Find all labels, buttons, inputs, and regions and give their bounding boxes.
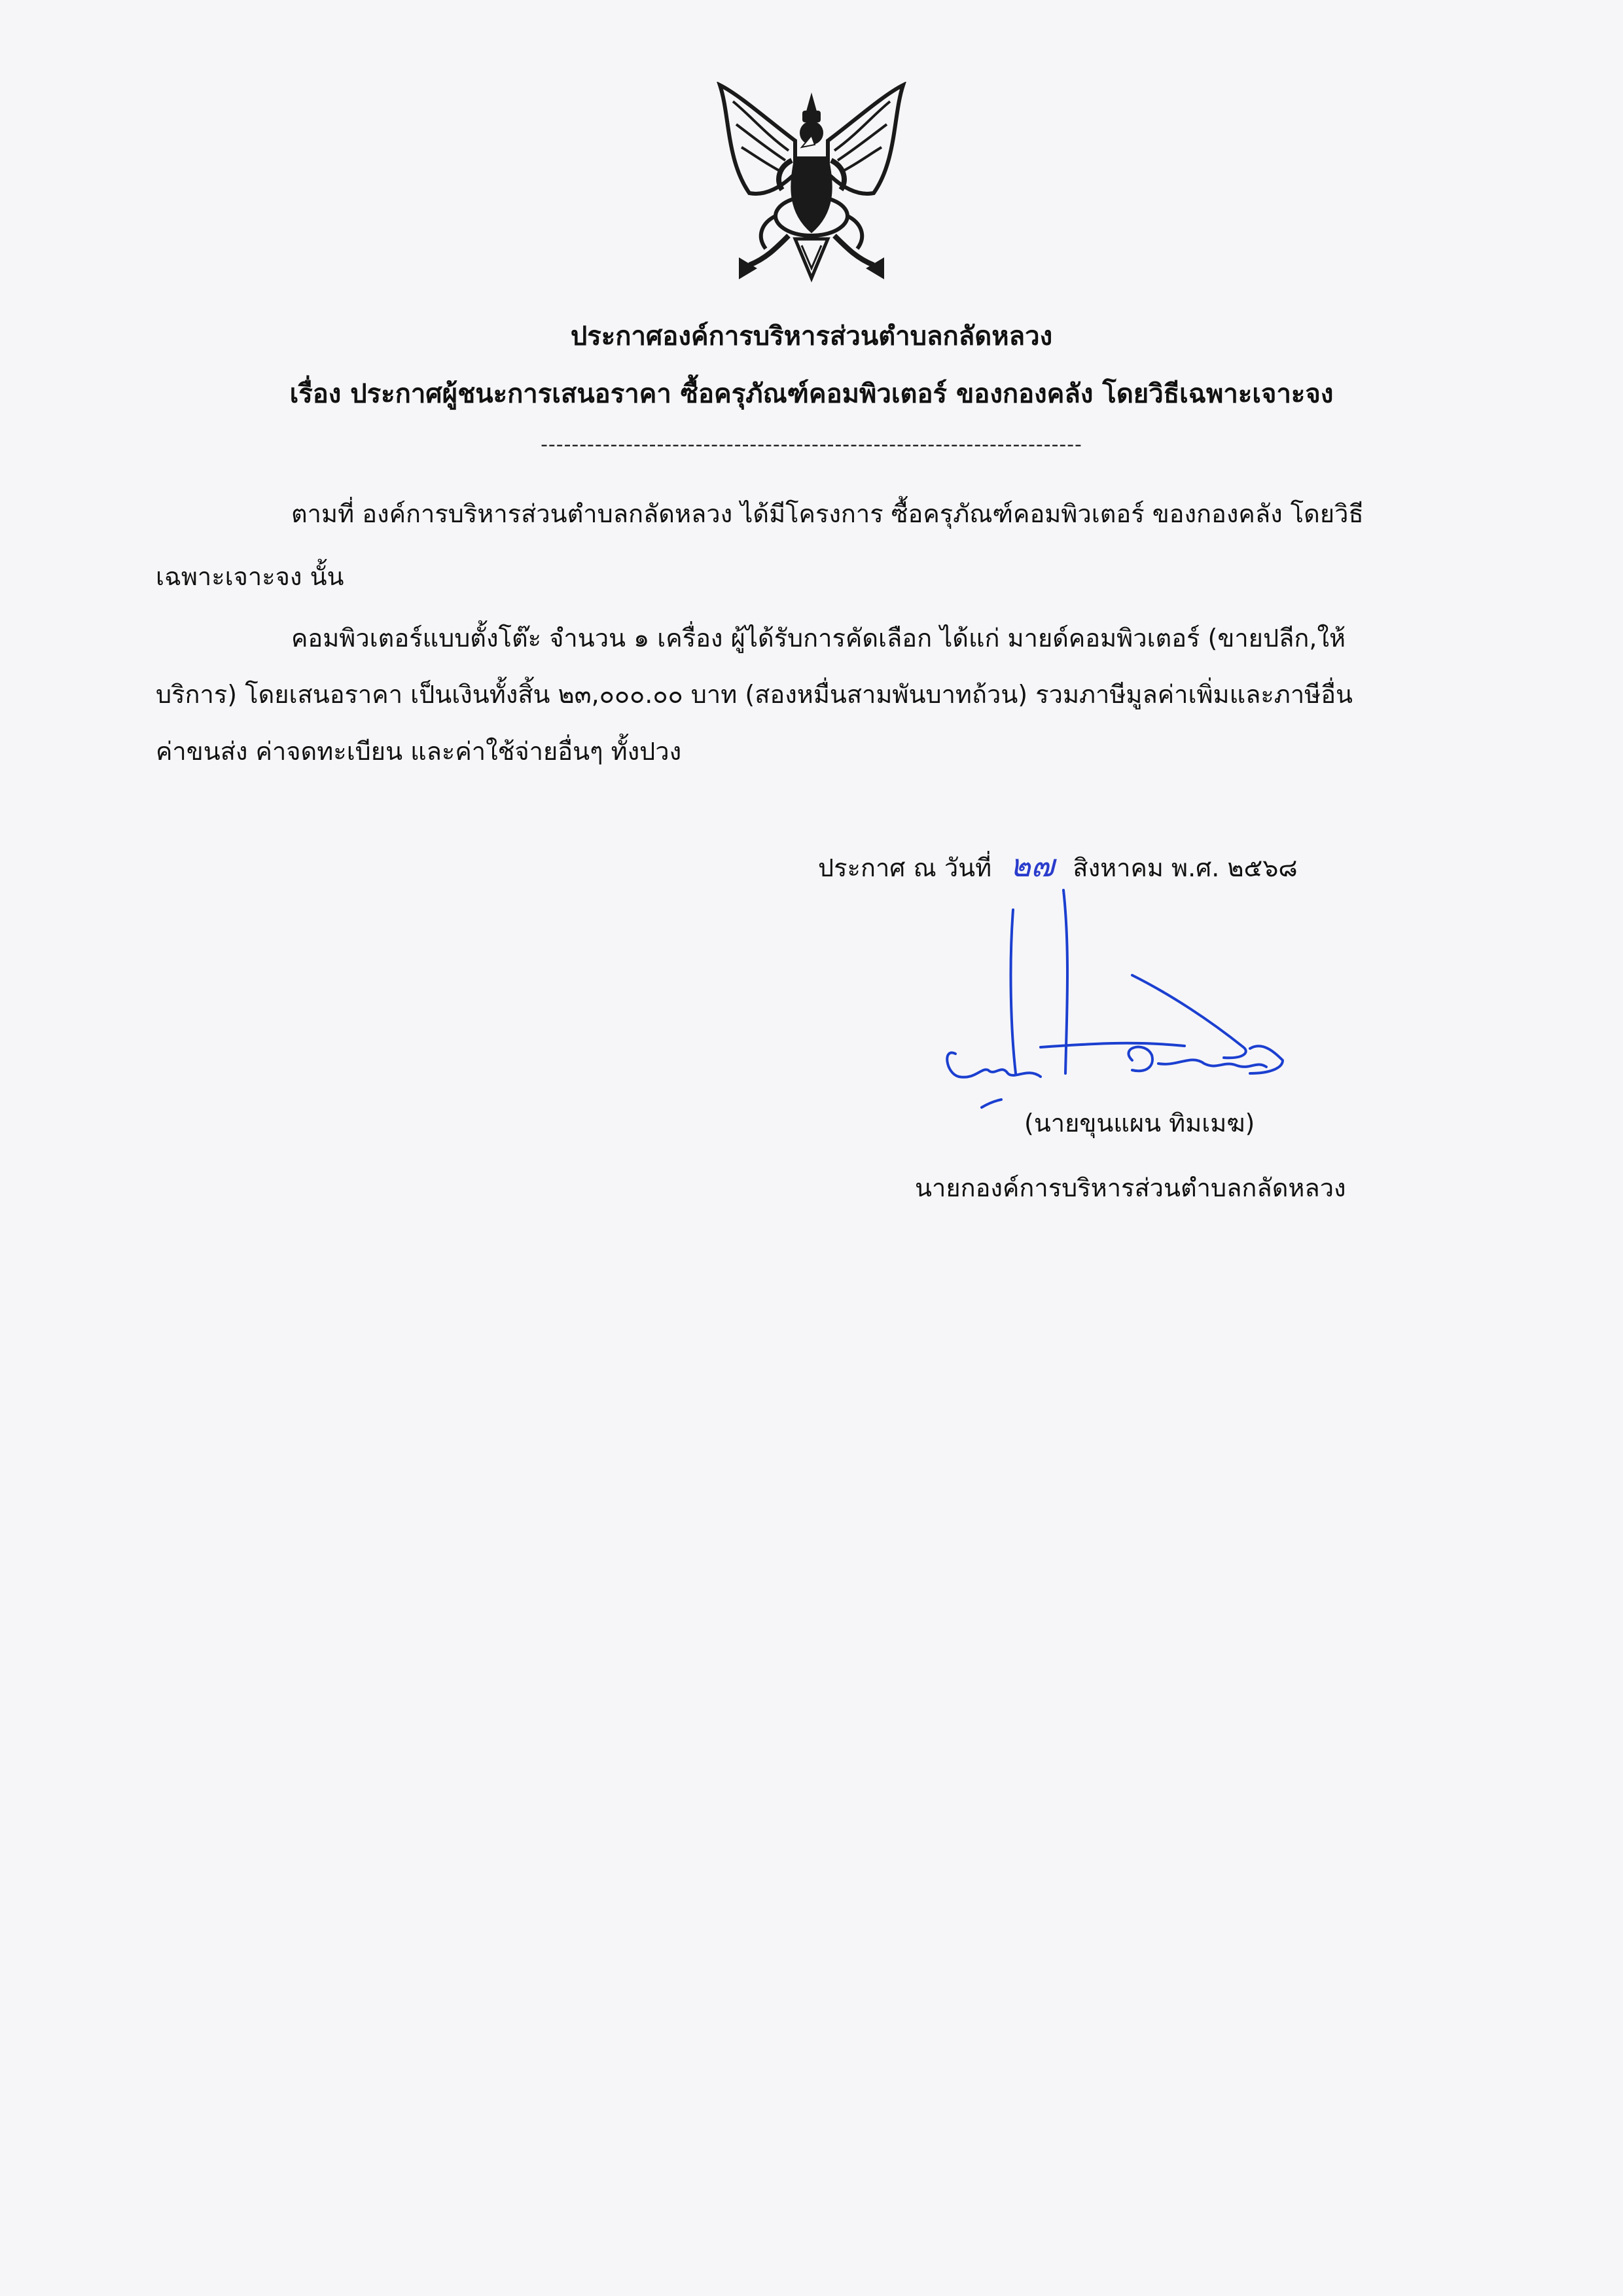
- garuda-emblem-icon: [704, 82, 919, 298]
- handwritten-day: ๒๗: [1010, 848, 1055, 884]
- signer-name: (นายขุนแผน ทิมเมฆ): [1024, 1109, 1255, 1138]
- signer-position: นายกองค์การบริหารส่วนตำบลกลัดหลวง: [915, 1174, 1346, 1202]
- paragraph-1-line-2: เฉพาะเจาะจง นั้น: [156, 562, 344, 591]
- paragraph-2-line-3: ค่าขนส่ง ค่าจดทะเบียน และค่าใช้จ่ายอื่นๆ ทั้งปวง: [156, 737, 682, 766]
- announcement-date: [818, 848, 1298, 886]
- paragraph-2-line-1: คอมพิวเตอร์แบบตั้งโต๊ะ จำนวน ๑ เครื่อง ผู้ได้รับการคัดเลือก ได้แก่ มายด์คอมพิวเตอร์ (ขายปลีก,ให้: [291, 624, 1346, 653]
- announcement-title: ประกาศองค์การบริหารส่วนตำบลกลัดหลวง: [570, 321, 1053, 351]
- title-separator: ----------------------------------------------------------------------: [541, 433, 1082, 456]
- date-suffix: สิงหาคม พ.ศ. ๒๕๖๘: [1073, 853, 1298, 882]
- date-prefix: ประกาศ ณ วันที่: [818, 853, 992, 882]
- announcement-subject: เรื่อง ประกาศผู้ชนะการเสนอราคา ซื้อครุภัณฑ์คอมพิวเตอร์ ของกองคลัง โดยวิธีเฉพาะเจาะจง: [289, 379, 1334, 409]
- paragraph-1-line-1: ตามที่ องค์การบริหารส่วนตำบลกลัดหลวง ได้มีโครงการ ซื้อครุภัณฑ์คอมพิวเตอร์ ของกองคลัง โดยวิธี: [291, 499, 1364, 528]
- paragraph-2-line-2: บริการ) โดยเสนอราคา เป็นเงินทั้งสิ้น ๒๓,๐๐๐.๐๐ บาท (สองหมื่นสามพันบาทถ้วน) รวมภาษีมูลค่าเพิ่มและภาษีอื่น: [156, 680, 1353, 709]
- handwritten-signature: [936, 884, 1329, 1132]
